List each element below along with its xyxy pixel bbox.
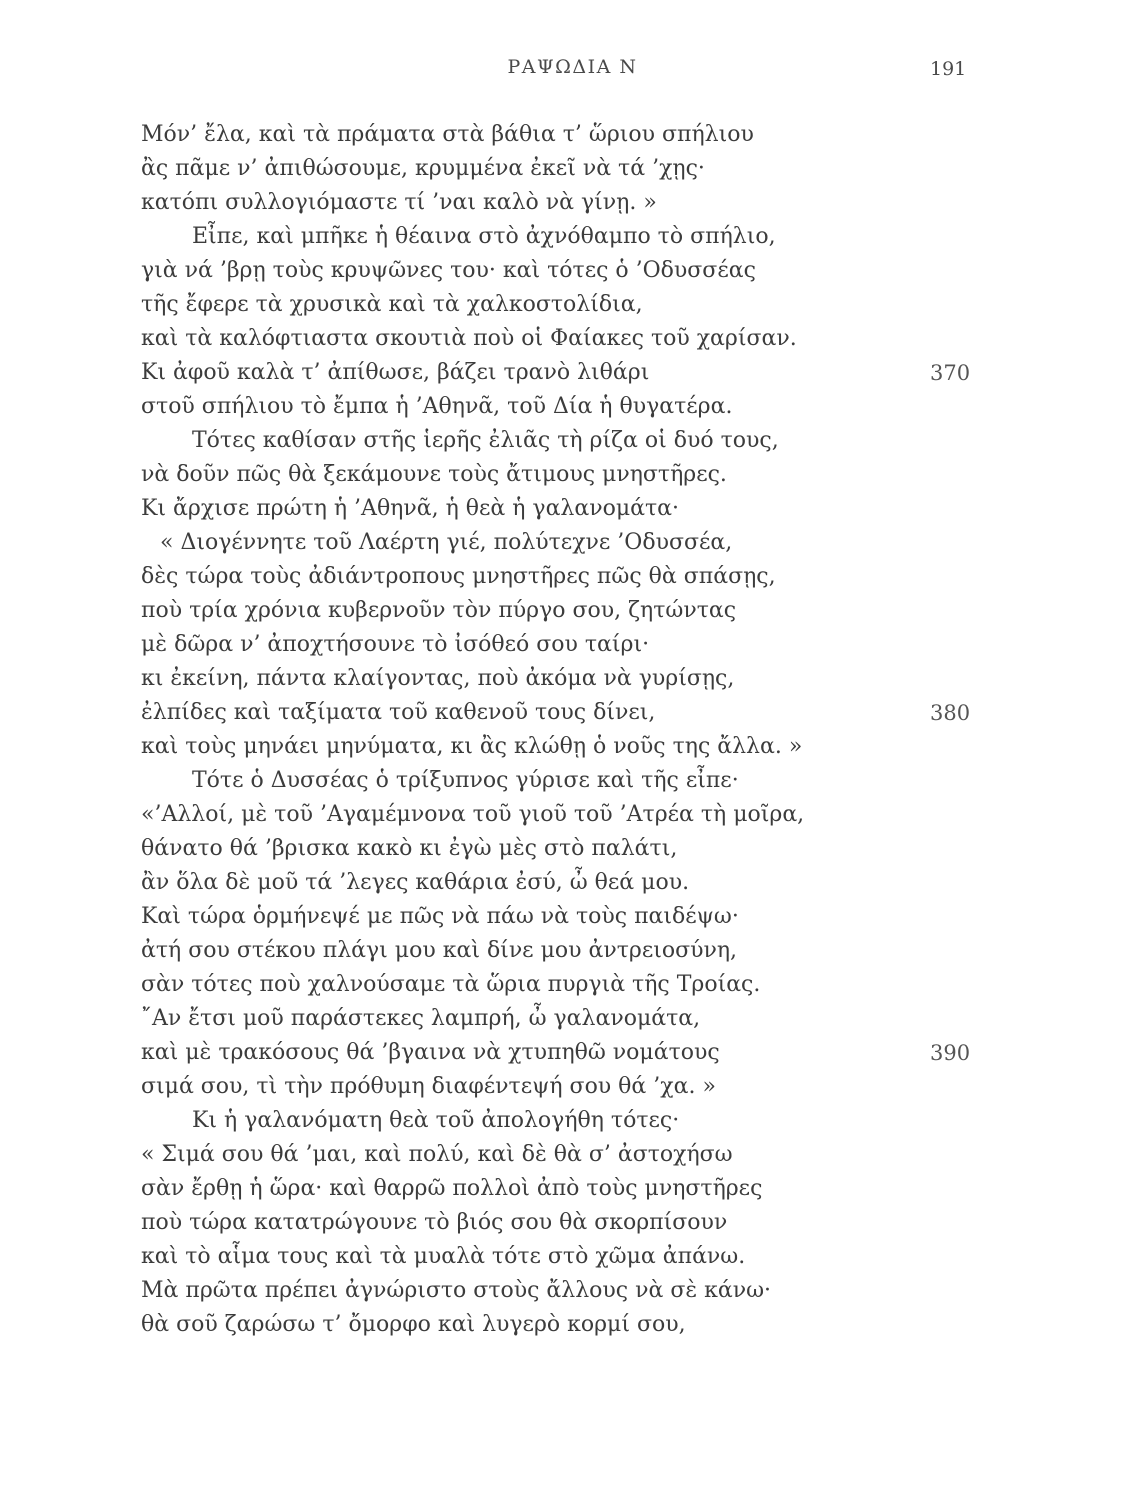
verse-line (0, 1138, 1145, 1172)
verse-text: σὰν ἔρθῃ ἡ ὥρα· καὶ θαρρῶ πολλοὶ ἀπὸ τοὺς μνηστῆρες (141, 1176, 763, 1201)
verse-text: καὶ μὲ τρακόσους θά ’βγαινα νὰ χτυπηθῶ νομάτους (141, 1040, 720, 1065)
verse-line (0, 696, 1145, 730)
verse-line (0, 1104, 1145, 1138)
verse-text: τῆς ἔφερε τὰ χρυσικὰ καὶ τὰ χαλκοστολίδια, (141, 292, 643, 317)
verse-line (0, 1308, 1145, 1342)
verse-line (0, 968, 1145, 1002)
verse-text: ἂν ὅλα δὲ μοῦ τά ’λεγες καθάρια ἐσύ, ὦ θεά μου. (141, 870, 690, 895)
verse-line (0, 764, 1145, 798)
verse-line (0, 288, 1145, 322)
verse-text: Μόν’ ἔλα, καὶ τὰ πράματα στὰ βάθια τ’ ὥριου σπήλιου (141, 122, 754, 147)
verse-line (0, 492, 1145, 526)
verse-line (0, 1274, 1145, 1308)
verse-text: Εἶπε, καὶ μπῆκε ἡ θέαινα στὸ ἀχνόθαμπο τὸ σπήλιο, (192, 224, 776, 249)
verse-line (0, 1036, 1145, 1070)
verse-line (0, 458, 1145, 492)
verse-text: Τότες καθίσαν στῆς ἱερῆς ἐλιᾶς τὴ ρίζα οἱ δυό τους, (192, 428, 779, 453)
verse-line (0, 220, 1145, 254)
verse-line (0, 424, 1145, 458)
verse-text: θὰ σοῦ ζαρώσω τ’ ὄμορφο καὶ λυγερὸ κορμί σου, (141, 1312, 686, 1337)
verse-text: δὲς τώρα τοὺς ἀδιάντροπους μνηστῆρες πῶς θὰ σπάσῃς, (141, 564, 776, 589)
verse-text: « Σιμά σου θά ’μαι, καὶ πολύ, καὶ δὲ θὰ σ’ ἀστοχήσω (141, 1142, 733, 1167)
running-title: ΡΑΨΩΔΙΑ Ν (507, 56, 638, 78)
verse-text: Κι ἄρχισε πρώτη ἡ ’Αθηνᾶ, ἡ θεὰ ἡ γαλανομάτα· (141, 496, 680, 521)
verse-line (0, 390, 1145, 424)
verse-text: Μὰ πρῶτα πρέπει ἀγνώριστο στοὺς ἄλλους νὰ σὲ κάνω· (141, 1278, 772, 1303)
verse-text: Τότε ὁ Δυσσέας ὁ τρίξυπνος γύρισε καὶ τῆς εἶπε· (192, 768, 739, 793)
verse-line (0, 934, 1145, 968)
verse-line (0, 1172, 1145, 1206)
running-head (0, 56, 1145, 86)
verse-text: σὰν τότες ποὺ χαλνούσαμε τὰ ὥρια πυργιὰ τῆς Τροίας. (141, 972, 761, 997)
verse-text: ῎Αν ἔτσι μοῦ παράστεκες λαμπρή, ὦ γαλανομάτα, (141, 1006, 701, 1031)
verse-line (0, 254, 1145, 288)
verse-line (0, 526, 1145, 560)
verse-text: κατόπι συλλογιόμαστε τί ’ναι καλὸ νὰ γίνῃ. » (141, 190, 657, 215)
verse-line (0, 1206, 1145, 1240)
verse-text: Κι ἡ γαλανόματη θεὰ τοῦ ἀπολογήθη τότες· (192, 1108, 680, 1133)
verse-line (0, 662, 1145, 696)
verse-line (0, 1002, 1145, 1036)
verse-line (0, 152, 1145, 186)
verse-text: Κι ἀφοῦ καλὰ τ’ ἀπίθωσε, βάζει τρανὸ λιθάρι (141, 360, 650, 385)
verse-text: κι ἐκείνη, πάντα κλαίγοντας, ποὺ ἀκόμα νὰ γυρίσῃς, (141, 666, 735, 691)
verse-line (0, 118, 1145, 152)
verse-line (0, 594, 1145, 628)
verse-text: καὶ τὰ καλόφτιαστα σκουτιὰ ποὺ οἱ Φαίακες τοῦ χαρίσαν. (141, 326, 797, 351)
verse-text: σιμά σου, τὶ τὴν πρόθυμη διαφέντεψή σου θά ’χα. » (141, 1074, 716, 1099)
verse-line (0, 730, 1145, 764)
verse-line (0, 1240, 1145, 1274)
verse-text: καὶ τοὺς μηνάει μηνύματα, κι ἂς κλώθῃ ὁ νοῦς της ἄλλα. » (141, 734, 803, 759)
verse-text: «’Αλλοί, μὲ τοῦ ’Αγαμέμνονα τοῦ γιοῦ τοῦ ’Ατρέα τὴ μοῖρα, (141, 802, 805, 827)
verse-text: ποὺ τώρα κατατρώγουνε τὸ βιός σου θὰ σκορπίσουν (141, 1210, 728, 1235)
verse-line (0, 628, 1145, 662)
page-number: 191 (930, 58, 967, 80)
verse-text: ἂς πᾶμε ν’ ἀπιθώσουμε, κρυμμένα ἐκεῖ νὰ τά ’χῃς· (141, 156, 705, 181)
verse-line (0, 832, 1145, 866)
verse-line (0, 1070, 1145, 1104)
verse-line (0, 186, 1145, 220)
verse-text: νὰ δοῦν πῶς θὰ ξεκάμουνε τοὺς ἄτιμους μνηστῆρες. (141, 462, 727, 487)
verse-text: στοῦ σπήλιου τὸ ἔμπα ἡ ’Αθηνᾶ, τοῦ Δία ἡ θυγατέρα. (141, 394, 733, 419)
verse-line (0, 356, 1145, 390)
line-number: 370 (930, 361, 971, 385)
verse-text: ἐλπίδες καὶ ταξίματα τοῦ καθενοῦ τους δίνει, (141, 700, 656, 725)
line-number: 390 (930, 1041, 971, 1065)
verse-line (0, 798, 1145, 832)
verse-text: μὲ δῶρα ν’ ἀποχτήσουνε τὸ ἰσόθεό σου ταίρι· (141, 632, 650, 657)
verse-text: ποὺ τρία χρόνια κυβερνοῦν τὸν πύργο σου, ζητώντας (141, 598, 737, 623)
line-number: 380 (930, 701, 971, 725)
verse-line (0, 866, 1145, 900)
verse-line (0, 560, 1145, 594)
verse-text: ἀτή σου στέκου πλάγι μου καὶ δίνε μου ἀντρειοσύνη, (141, 938, 738, 963)
verse-text: Καὶ τώρα ὁρμήνεψέ με πῶς νὰ πάω νὰ τοὺς παιδέψω· (141, 904, 739, 929)
verse-line (0, 900, 1145, 934)
poem-text (0, 118, 1145, 1342)
verse-text: γιὰ νά ’βρῃ τοὺς κρυψῶνες του· καὶ τότες ὁ ’Οδυσσέας (141, 258, 756, 283)
verse-line (0, 322, 1145, 356)
verse-text: θάνατο θά ’βρισκα κακὸ κι ἐγὼ μὲς στὸ παλάτι, (141, 836, 678, 861)
verse-text: « Διογέννητε τοῦ Λαέρτη γιέ, πολύτεχνε ’Οδυσσέα, (160, 530, 733, 555)
verse-text: καὶ τὸ αἷμα τους καὶ τὰ μυαλὰ τότε στὸ χῶμα ἀπάνω. (141, 1244, 746, 1269)
